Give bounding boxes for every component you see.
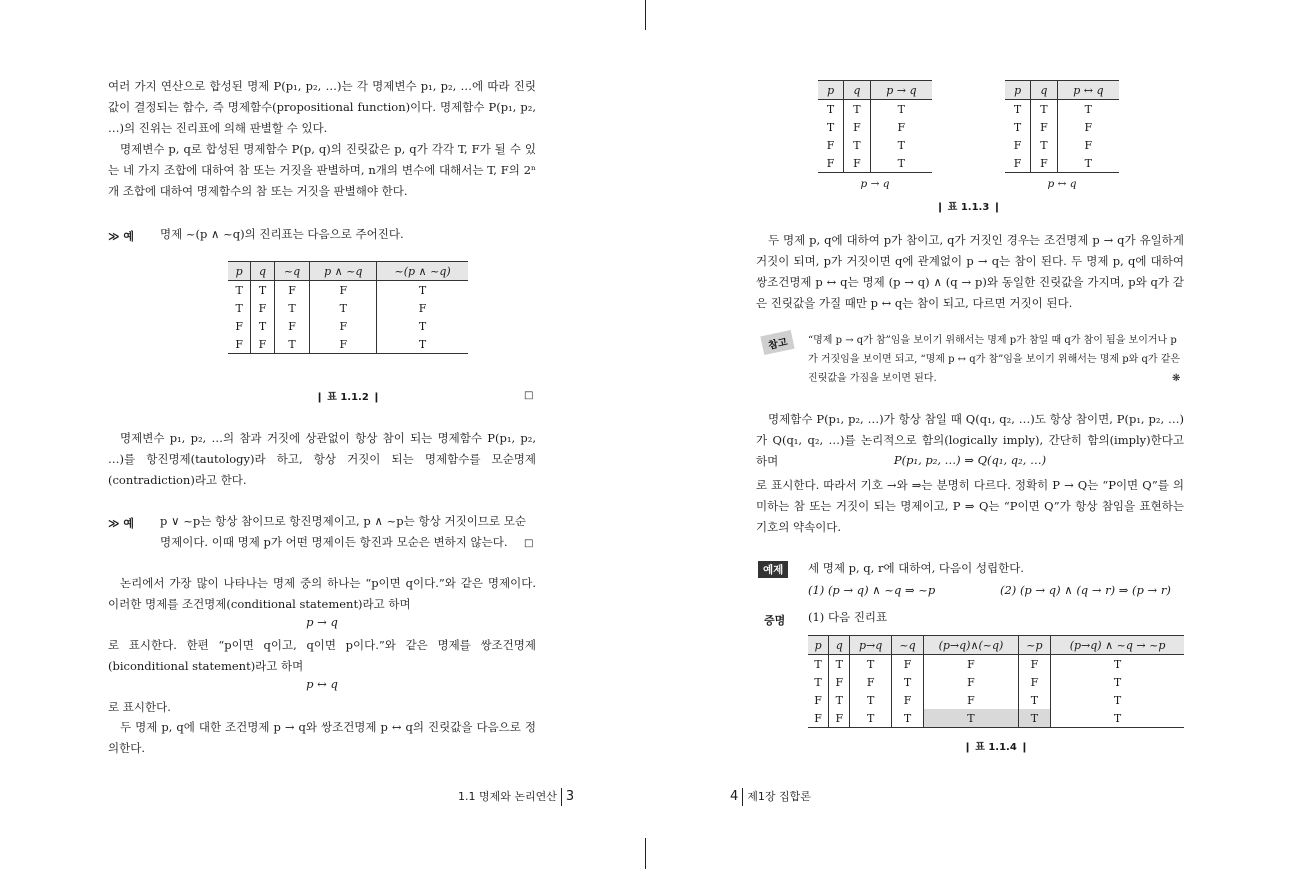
table-row [228,317,468,335]
table-header-cell: (p→q)∧(~q) [924,636,1019,655]
table-row [808,709,1184,728]
table-caption-1-1-3: ❙ 표 1.1.3 ❙ [935,202,1002,213]
table-cell: F [1013,138,1022,152]
qed-mark-2: □ [524,538,534,549]
table-header-cell: p [1005,81,1031,100]
table-header-cell: (p→q) ∧ ~q → ~p [1051,636,1184,655]
table-cell: F [850,673,891,691]
table-row [1005,136,1119,154]
table-cell: T [924,709,1019,728]
table-cell: F [1005,154,1031,173]
example-item-2: (2) (p → q) ∧ (q → r) ⇒ (p → r) [1000,583,1171,597]
paragraph-conditional-truth: 두 명제 p, q에 대하여 p가 참이고, q가 거짓인 경우는 조건명제 p → q가 유일하게 거짓이 되며, p가 거짓이면 q에 관계없이 p → q는 참이 된다. 두 명제 p, q에 대하여 쌍조건명제 p ↔ q는 명제 (p → q) ∧ (q → p)와 동일한 진릿값을 가지며, p와 q가 같은 진릿값을 가질 때만 p ↔ q는 참이 되고, 다르면 거짓이 된다. [756,233,1184,310]
table-header-cell: p ↔ q [1057,81,1119,100]
equation-implication: P(p₁, p₂, …) ⇒ Q(q₁, q₂, …) [893,453,1047,467]
table-header-cell: p [228,262,251,281]
table-cell: T [251,317,274,335]
table-row [808,655,1184,674]
table-header-cell: p [808,636,829,655]
table-cell: T [1013,102,1022,116]
table-cell: F [829,673,850,691]
table-cell: F [844,154,871,173]
qed-mark-1: □ [524,390,534,401]
table-cell: F [924,691,1019,709]
table-cell: T [814,675,822,689]
table-header-cell: ~q [891,636,923,655]
table-label-conditional: p → q [860,178,890,190]
footer-section-title: 1.1 명제와 논리연산 [458,790,557,803]
table-row [228,335,468,354]
table-header-cell: p ∧ ~q [310,262,377,281]
table-cell: T [891,673,923,691]
table-cell: F [818,154,844,173]
table-cell: F [310,281,377,300]
table-cell: T [1018,709,1050,728]
table-row [1005,100,1119,119]
table-row [818,100,932,119]
paragraph-propositional-function: 여러 가지 연산으로 합성된 명제 P(p₁, p₂, …)는 각 명제변수 p₁, p₂, …에 따라 진릿값이 결정되는 함수, 즉 명제함수(propositional function)이다. 명제함수 P(p₁, p₂, …)의 진위는 진리표에 의해 판별할 수 있다. [108,79,536,135]
table-header-cell: ~(p ∧ ~q) [377,262,468,281]
reference-badge: 참고 [760,330,795,355]
paragraph-conditional: 논리에서 가장 많이 나타나는 명제 중의 하나는 “p이면 q이다.”와 같은 명제이다. 이러한 명제를 조건명제(conditional statement)라고 하며 [108,576,536,611]
paragraph-definition: 두 명제 p, q에 대한 조건명제 p → q와 쌍조건명제 p ↔ q의 진릿값을 다음으로 정의한다. [108,720,536,755]
table-cell: T [844,136,871,154]
table-cell: F [310,335,377,354]
table-cell: T [829,655,850,674]
left-page [0,0,645,869]
table-cell: T [235,301,243,315]
table-cell: F [924,673,1019,691]
paragraph-notation: 로 표시한다. [108,700,171,714]
table-cell: F [1031,118,1058,136]
table-cell: T [310,299,377,317]
table-cell: F [1018,673,1050,691]
table-caption-1-1-4: ❙ 표 1.1.4 ❙ [963,742,1029,753]
paragraph-truth-table-combinations: 명제변수 p, q로 합성된 명제함수 P(p, q)의 진릿값은 p, q가 각각 T, F가 될 수 있는 네 가지 조합에 대하여 참 또는 거짓을 판별하며, n개의 변수에 대해서는 T, F의 2ⁿ개 조합에 대하여 명제함수의 참 또는 거짓을 판별해야 한다. [108,142,536,198]
truth-table-conditional [818,80,932,173]
table-cell: F [377,299,468,317]
equation-biconditional: p ↔ q [306,677,338,691]
proof-text: (1) 다음 진리표 [808,610,888,624]
table-header-cell: q [844,81,871,100]
table-cell: F [808,709,829,728]
table-row [808,673,1184,691]
table-cell: T [870,154,932,173]
table-cell: T [235,283,243,297]
table-header-cell: q [251,262,274,281]
table-cell: T [850,709,891,728]
truth-table-1-1-4 [808,635,1184,728]
table-cell: T [1051,655,1184,674]
table-cell: T [826,102,835,116]
right-page [646,0,1292,869]
table-cell: T [1051,691,1184,709]
table-header-cell: p → q [870,81,932,100]
table-cell: F [826,138,835,152]
paragraph-biconditional: 로 표시한다. 한편 “p이면 q이고, q이면 p이다.”와 같은 명제를 쌍조건명제(biconditional statement)라고 하며 [108,638,536,673]
example-label-1: ≫ 예 [108,230,134,243]
table-cell: F [235,319,243,333]
reference-note: “명제 p → q가 참”임을 보이기 위해서는 명제 p가 참일 때 q가 참이 됨을 보이거나 p가 거짓임을 보이면 되고, “명제 p ↔ q가 참”임을 보이기 위해서는 명제 p와 q가 같은 진릿값을 가짐을 보이면 된다. [808,335,1181,384]
table-row [1005,118,1119,136]
table-row [1005,154,1119,173]
table-header-cell: p→q [850,636,891,655]
table-cell: T [850,691,891,709]
footer-chapter-title: 제1장 집합론 [747,790,811,803]
paragraph-logical-implication: 명제함수 P(p₁, p₂, …)가 항상 참일 때 Q(q₁, q₂, …)도 항상 참이면, P(p₁, p₂, …)가 Q(q₁, q₂, …)를 논리적으로 함의(logically imply), 간단히 함의(imply)한다고 하며 [756,412,1184,468]
table-cell: F [891,655,923,674]
table-cell: T [870,136,932,154]
table-row [228,299,468,317]
table-header-cell: q [1031,81,1058,100]
example-problem-text: 세 명제 p, q, r에 대하여, 다음이 성립한다. [808,561,1024,575]
table-cell: T [251,281,274,300]
truth-table-1-1-2 [228,261,468,354]
table-cell: T [870,100,932,119]
table-cell: T [844,100,871,119]
table-cell: T [1051,709,1184,728]
table-cell: T [1057,100,1119,119]
table-cell: F [1057,118,1119,136]
paragraph-arrow-distinction: 로 표시한다. 따라서 기호 →와 ⇒는 분명히 다르다. 정확히 P → Q는 “P이면 Q”를 의미하는 참 또는 거짓이 되는 명제이고, P ⇒ Q는 “P이면 Q”가 항상 참임을 표현하는 기호의 약속이다. [756,478,1184,534]
table-cell: F [870,118,932,136]
table-cell: F [310,317,377,335]
table-row [818,136,932,154]
table-cell: F [829,709,850,728]
table-cell: T [891,709,923,728]
example-text-2: p ∨ ~p는 항상 참이므로 항진명제이고, p ∧ ~p는 항상 거짓이므로 모순명제이다. 이때 명제 p가 어떤 명제이든 항진과 모순은 변하지 않는다. [160,514,526,549]
table-row [818,118,932,136]
table-cell: F [274,317,310,335]
table-cell: T [1057,154,1119,173]
table-cell: F [274,281,310,300]
table-cell: T [829,691,850,709]
table-cell: F [1018,655,1050,674]
table-cell: T [1013,120,1022,134]
page-footer-right [730,788,811,806]
table-cell: F [924,655,1019,674]
equation-conditional: p → q [306,615,338,629]
paragraph-tautology: 명제변수 p₁, p₂, …의 참과 거짓에 상관없이 항상 참이 되는 명제함수 P(p₁, p₂, …)를 항진명제(tautology)라 하고, 항상 거짓이 되는 명제함수를 모순명제(contradiction)라고 한다. [108,431,536,487]
table-cell: T [826,120,835,134]
example-problem-badge: 예제 [758,561,788,578]
reference-end-mark: ❋ [1172,373,1181,384]
table-caption-1-1-2: ❙ 표 1.1.2 ❙ [315,392,381,403]
example-label-2: ≫ 예 [108,517,134,530]
truth-table-biconditional [1005,80,1119,173]
table-cell: T [1018,691,1050,709]
table-cell: T [814,657,822,671]
example-item-1: (1) (p → q) ∧ ~q ⇒ ~p [808,583,936,597]
table-header-cell: p [818,81,844,100]
page-footer-left [458,788,574,806]
table-cell: T [850,655,891,674]
table-cell: F [844,118,871,136]
table-row [818,154,932,173]
table-row [228,281,468,300]
table-header-cell: ~q [274,262,310,281]
table-cell: T [377,335,468,354]
table-row [808,691,1184,709]
table-cell: T [377,281,468,300]
table-header-cell: q [829,636,850,655]
table-cell: F [1057,136,1119,154]
table-cell: F [814,693,822,707]
table-cell: F [251,299,274,317]
proof-label: 증명 [764,614,786,627]
table-cell: F [228,335,251,354]
table-cell: T [377,317,468,335]
table-label-biconditional: p ↔ q [1047,178,1077,190]
footer-page-number: 3 [565,789,575,804]
table-cell: T [1051,673,1184,691]
table-cell: F [891,691,923,709]
table-cell: T [274,299,310,317]
footer-page-number: 4 [730,789,739,804]
table-header-cell: ~p [1018,636,1050,655]
example-text-1: 명제 ~(p ∧ ~q)의 진리표는 다음으로 주어진다. [160,227,404,241]
table-cell: T [1031,100,1058,119]
table-cell: T [274,335,310,354]
table-cell: F [1031,154,1058,173]
table-cell: T [1031,136,1058,154]
table-cell: F [251,335,274,354]
